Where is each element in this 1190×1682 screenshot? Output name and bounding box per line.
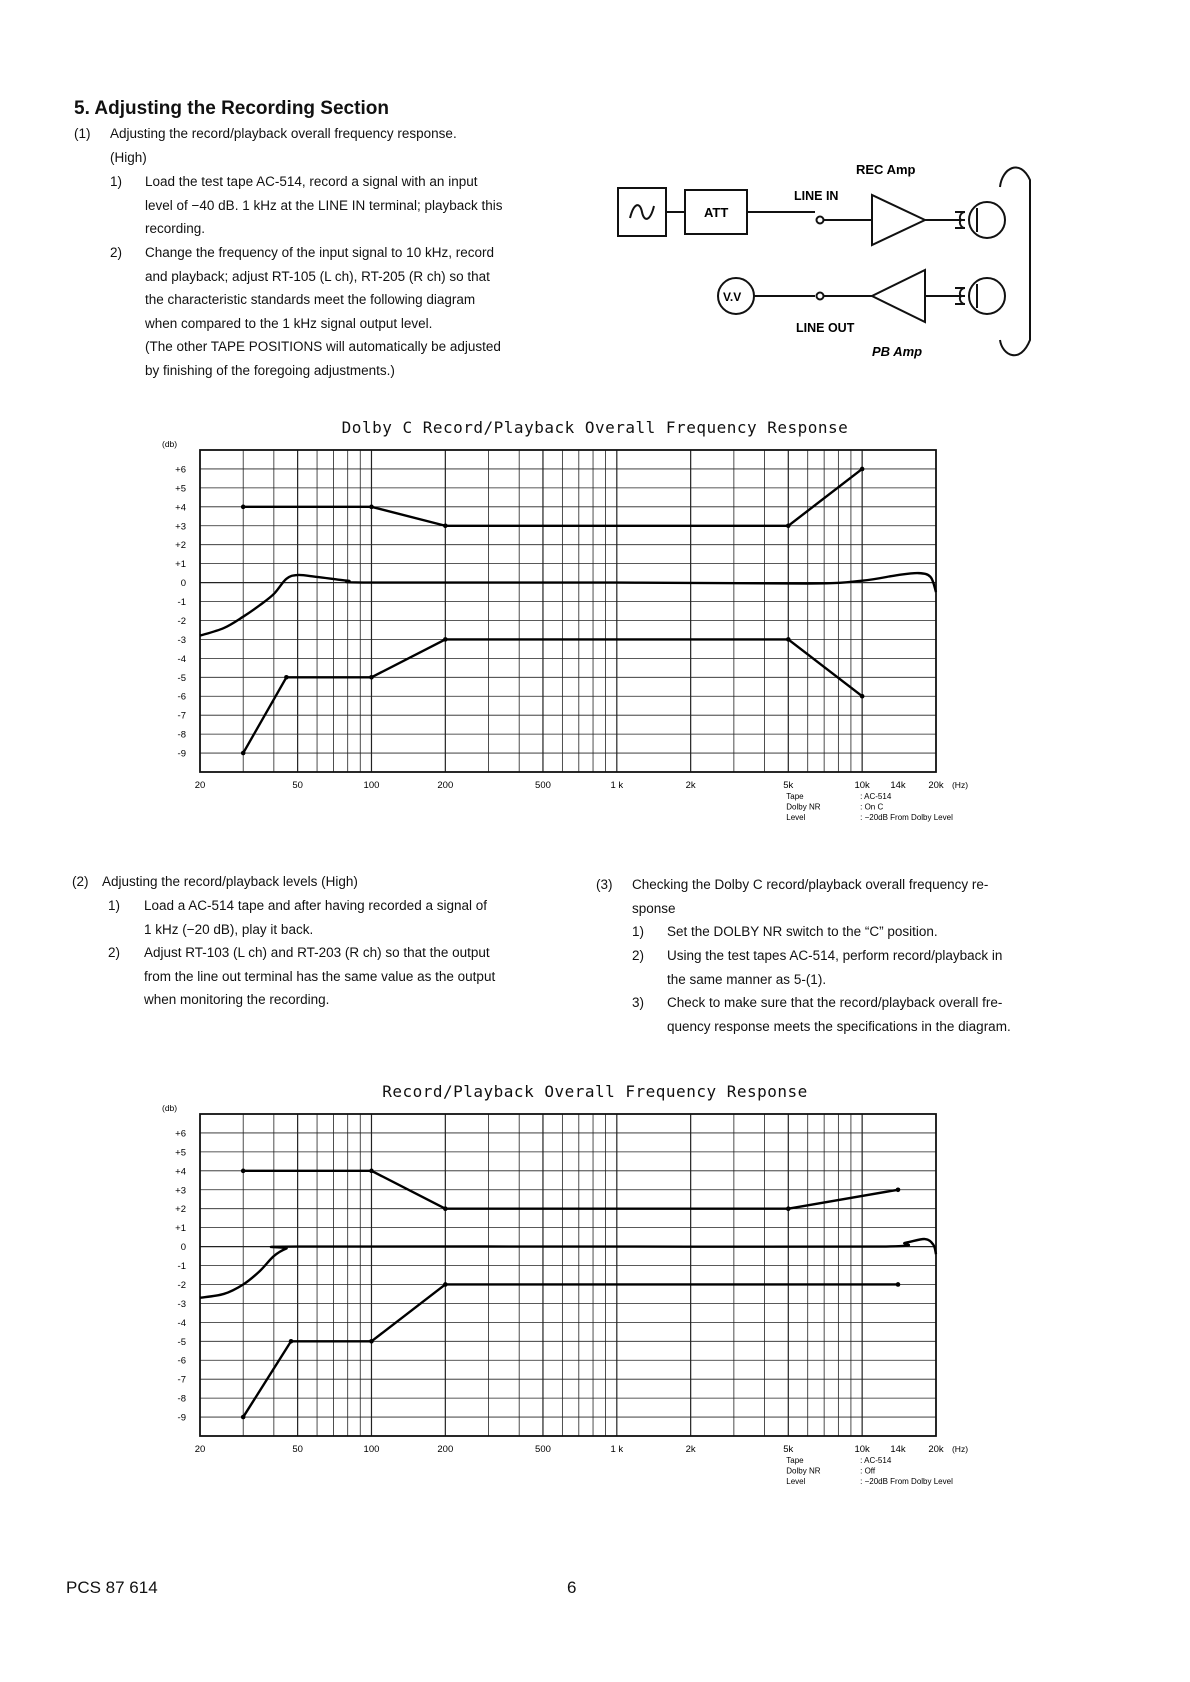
x-tick-label: 2k: [685, 780, 696, 791]
plot-frame: [200, 1114, 936, 1436]
x-tick-label: 20: [194, 780, 206, 791]
upper-limit-point: [860, 467, 865, 472]
line-in-terminal: [817, 217, 824, 224]
part2-step-2: [108, 941, 495, 1012]
lower-limit-point: [241, 1415, 246, 1420]
pb-amp-triangle: [872, 270, 925, 322]
chart1-title: Dolby C Record/Playback Overall Frequency Response: [341, 418, 849, 437]
page-number: 6: [567, 1578, 577, 1597]
step-line: and playback; adjust RT-105 (L ch), RT-205 (R ch) so that: [145, 268, 490, 284]
upper-limit-point: [241, 505, 246, 510]
y-tick-label: +1: [175, 1223, 186, 1235]
step-line: 1 kHz (−20 dB), play it back.: [144, 921, 314, 937]
y-tick-label: -4: [177, 1317, 186, 1329]
x-tick-label: 20k: [928, 780, 944, 791]
doc-code: PCS 87 614: [66, 1578, 158, 1597]
part1-step-1: [110, 170, 503, 241]
step-line: quency response meets the specifications in the diagram.: [667, 1018, 1011, 1034]
y-tick-label: +4: [175, 502, 186, 514]
part1-heading-line: Adjusting the record/playback overall frequency response.: [110, 126, 457, 141]
step-text: [144, 941, 495, 1012]
part3-heading-line: Checking the Dolby C record/playback overall frequency re-: [632, 877, 989, 892]
rec-amp-triangle: [872, 195, 925, 245]
y-tick-label: -9: [177, 748, 186, 760]
y-tick-label: -4: [177, 653, 186, 665]
step-line: Adjust RT-103 (L ch) and RT-203 (R ch) so that the output: [144, 945, 490, 960]
y-tick-label: -3: [177, 634, 186, 646]
y-tick-label: +3: [175, 521, 186, 533]
upper-limit-point: [443, 1206, 448, 1211]
x-tick-label: 100: [363, 780, 380, 791]
upper-limit-point: [369, 505, 374, 510]
line-out-label: LINE OUT: [796, 321, 855, 335]
section-title: 5. Adjusting the Recording Section: [74, 98, 389, 119]
response-line: [200, 1239, 936, 1298]
y-tick-label: +3: [175, 1185, 186, 1197]
y-tick-label: -7: [177, 710, 186, 722]
step-text: [145, 170, 503, 241]
y-tick-label: -1: [177, 1261, 186, 1273]
step-number: 2): [632, 948, 645, 963]
part2-heading: Adjusting the record/playback levels (High): [102, 874, 358, 889]
note-label: Level: [786, 813, 806, 822]
y-tick-label: -1: [177, 597, 186, 609]
note-label: Level: [786, 1477, 806, 1486]
chart1-dolby-c-response: [150, 432, 980, 857]
x-tick-label: 5k: [783, 780, 794, 791]
lower-limit-point: [241, 751, 246, 756]
step-number: 1): [632, 924, 645, 939]
note-value: : On C: [860, 802, 884, 812]
block-diagram: [610, 160, 1050, 380]
x-tick-label: 10k: [854, 1444, 870, 1455]
att-label: ATT: [704, 205, 729, 220]
step-text: [667, 991, 1011, 1038]
note-value: : AC-514: [860, 1456, 892, 1465]
y-tick-label: +5: [175, 1147, 186, 1159]
step-number: 1): [108, 898, 121, 913]
x-tick-label: 20: [194, 1444, 206, 1455]
y-tick-label: -8: [177, 1393, 186, 1405]
note-value: : −20dB From Dolby Level: [860, 1477, 953, 1486]
x-tick-label: 200: [437, 780, 454, 791]
note-value: : −20dB From Dolby Level: [860, 813, 953, 822]
rec-head-icon: [969, 202, 1005, 238]
upper-limit-point: [369, 1169, 374, 1174]
y-tick-label: -5: [177, 672, 186, 684]
upper-limit-point: [786, 523, 791, 528]
lower-limit-point: [369, 675, 374, 680]
step-line: Using the test tapes AC-514, perform record/playback in: [667, 948, 1003, 963]
y-axis-label: (db): [162, 1103, 178, 1113]
step-line: Change the frequency of the input signal to 10 kHz, record: [145, 245, 494, 260]
grid: [200, 1114, 936, 1436]
step-line: when monitoring the recording.: [144, 992, 330, 1007]
x-tick-label: 1 k: [610, 780, 624, 791]
x-tick-label: 50: [292, 1444, 303, 1455]
pb-head-icon: [969, 278, 1005, 314]
lower-limit-point: [284, 675, 289, 680]
part1-number: (1): [74, 126, 91, 141]
x-tick-label: 14k: [890, 1444, 906, 1455]
y-tick-label: +2: [175, 1204, 186, 1216]
note-label: Tape: [786, 792, 804, 801]
line-in-label: LINE IN: [794, 189, 839, 203]
note-label: Tape: [786, 1456, 804, 1465]
y-tick-label: +6: [175, 1128, 186, 1140]
step-number: 2): [110, 245, 123, 260]
step-text: [145, 241, 501, 382]
lower-limit-point: [369, 1339, 374, 1344]
lower-limit-point: [443, 637, 448, 642]
step-line: the same manner as 5-(1).: [667, 971, 827, 987]
y-tick-label: +6: [175, 464, 186, 476]
x-tick-label: 1 k: [610, 1444, 624, 1455]
note-label: Dolby NR: [786, 802, 821, 812]
lower-limit-point: [786, 637, 791, 642]
y-tick-label: +4: [175, 1166, 186, 1178]
y-tick-label: -5: [177, 1336, 186, 1348]
y-tick-label: -6: [177, 691, 186, 703]
note-value: : AC-514: [860, 792, 892, 801]
note-value: : Off: [860, 1466, 876, 1476]
vv-label: V.V: [723, 290, 742, 304]
x-tick-label: 200: [437, 1444, 454, 1455]
part1-heading: [110, 122, 542, 169]
x-tick-label: 500: [535, 780, 551, 791]
pb-amp-label: PB Amp: [872, 344, 923, 359]
x-tick-label: 2k: [685, 1444, 696, 1455]
x-axis-unit: (Hz): [951, 780, 969, 790]
note-label: Dolby NR: [786, 1466, 821, 1476]
part3-heading: [632, 873, 1064, 920]
part3-step-1: [632, 920, 938, 944]
y-tick-label: +2: [175, 540, 186, 552]
x-tick-label: 100: [363, 1444, 380, 1455]
x-tick-label: 20k: [928, 1444, 944, 1455]
step-line: the characteristic standards meet the following diagram: [145, 292, 476, 307]
y-tick-label: -8: [177, 729, 186, 741]
lower-limit-point: [860, 694, 865, 699]
x-tick-label: 5k: [783, 1444, 794, 1455]
line-out-terminal: [817, 293, 824, 300]
x-tick-label: 10k: [854, 780, 870, 791]
part2-number: (2): [72, 874, 89, 889]
step-line: when compared to the 1 kHz signal output level.: [145, 315, 433, 331]
x-tick-label: 50: [292, 780, 303, 791]
part3-step-2: [632, 944, 1002, 991]
y-tick-label: -6: [177, 1355, 186, 1367]
part2-step-1: [108, 894, 487, 941]
step-line: Check to make sure that the record/playback overall fre-: [667, 995, 1003, 1010]
step-number: 1): [110, 174, 123, 189]
part3-heading-line: sponse: [632, 900, 676, 916]
step-line: by finishing of the foregoing adjustments.): [145, 362, 395, 378]
lower-limit-line: [243, 1284, 898, 1417]
step-text: [144, 894, 487, 941]
y-tick-label: -9: [177, 1412, 186, 1424]
step-line: Load a AC-514 tape and after having recorded a signal of: [144, 898, 487, 913]
chart2-title: Record/Playback Overall Frequency Response: [382, 1082, 808, 1101]
step-text: [667, 944, 1002, 991]
y-tick-label: -7: [177, 1374, 186, 1386]
y-tick-label: 0: [180, 578, 186, 590]
y-tick-label: -2: [177, 615, 186, 627]
upper-limit-point: [896, 1187, 901, 1192]
upper-limit-point: [443, 523, 448, 528]
step-number: 3): [632, 995, 645, 1010]
step-line: from the line out terminal has the same value as the output: [144, 968, 496, 984]
step-number: 2): [108, 945, 121, 960]
step-text: [667, 920, 938, 944]
y-tick-label: -3: [177, 1298, 186, 1310]
y-tick-label: +1: [175, 559, 186, 571]
x-axis-unit: (Hz): [951, 1444, 969, 1454]
part1-heading-line: (High): [110, 149, 147, 165]
sine-wave-icon: [630, 205, 654, 219]
step-line: level of −40 dB. 1 kHz at the LINE IN terminal; playback this: [145, 197, 503, 213]
y-tick-label: -2: [177, 1279, 186, 1291]
lower-limit-point: [896, 1282, 901, 1287]
step-line: recording.: [145, 221, 206, 236]
y-axis-label: (db): [162, 439, 178, 449]
step-line: Load the test tape AC-514, record a signal with an input: [145, 174, 478, 189]
lower-limit-point: [443, 1282, 448, 1287]
part3-number: (3): [596, 877, 613, 892]
y-tick-label: 0: [180, 1242, 186, 1254]
x-tick-label: 14k: [890, 780, 906, 791]
upper-limit-point: [241, 1169, 246, 1174]
upper-limit-line: [243, 469, 862, 526]
part3-step-3: [632, 991, 1011, 1038]
step-line: Set the DOLBY NR switch to the “C” position.: [667, 924, 938, 939]
y-tick-label: +5: [175, 483, 186, 495]
tape-path: [1000, 167, 1030, 355]
x-tick-label: 500: [535, 1444, 551, 1455]
upper-limit-point: [786, 1206, 791, 1211]
part1-step-2: [110, 241, 501, 382]
step-line: (The other TAPE POSITIONS will automatically be adjusted: [145, 339, 501, 354]
rec-amp-label: REC Amp: [856, 162, 916, 177]
lower-limit-point: [289, 1339, 294, 1344]
chart2-response: [150, 1096, 980, 1521]
